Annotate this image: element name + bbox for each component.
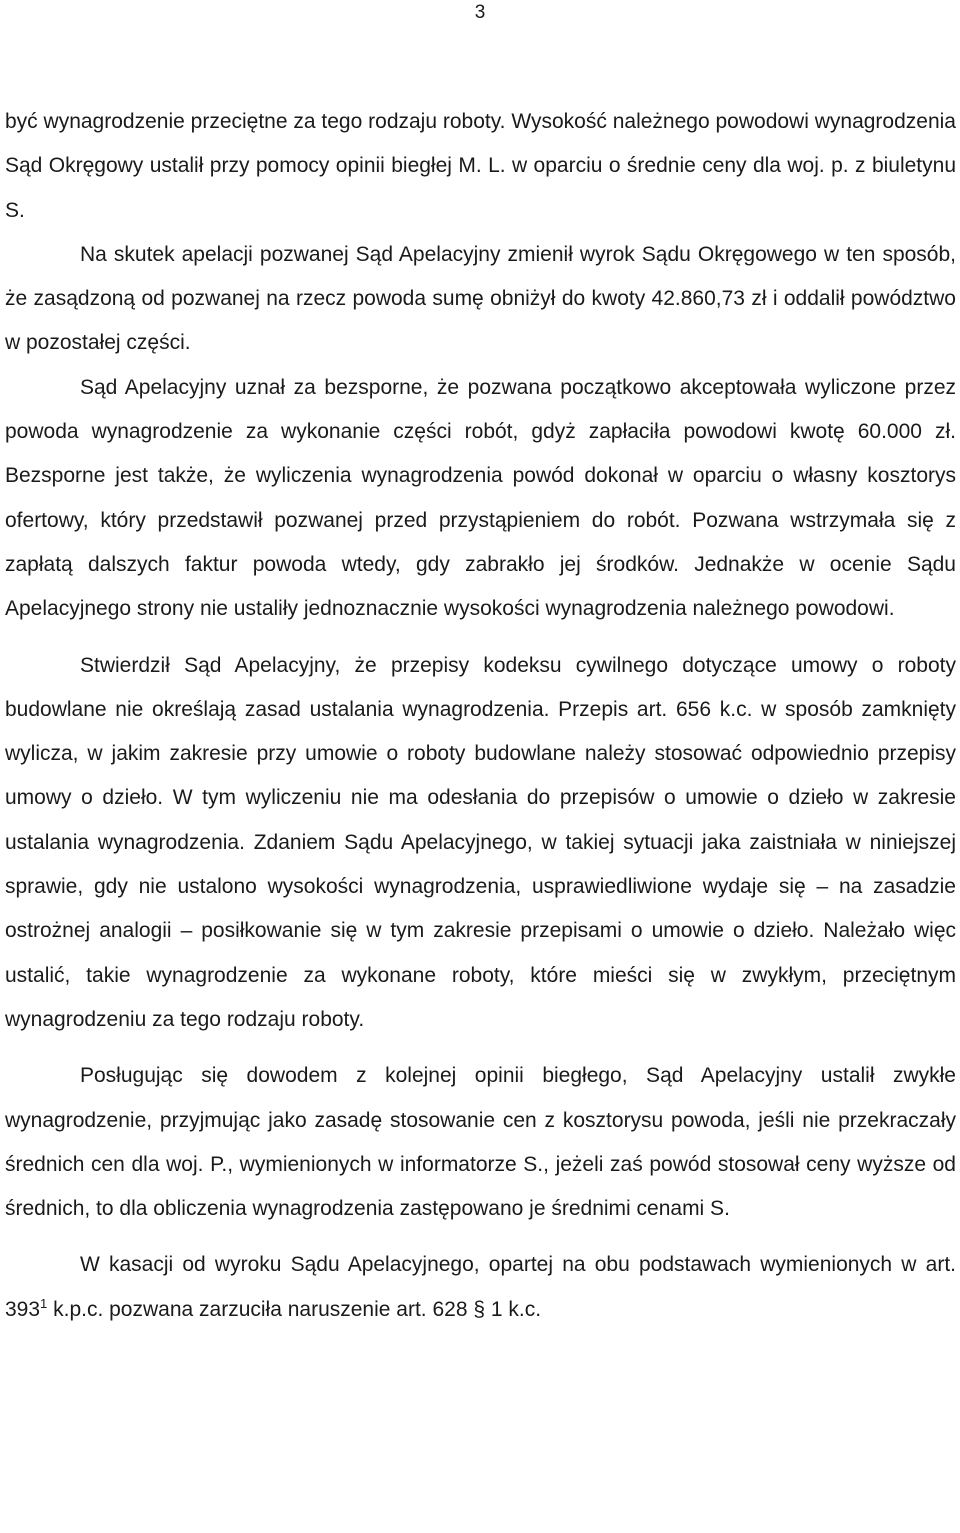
paragraph-6-text-before: W kasacji od wyroku Sądu Apelacyjnego, opartej na obu podstawach wymienionych w art. 393: [5, 1253, 956, 1321]
page-number: 3: [474, 2, 486, 23]
paragraph-1: być wynagrodzenie przeciętne za tego rodzaju roboty. Wysokość należnego powodowi wynagrodzenia Sąd Okręgowy ustalił przy pomocy opinii biegłej M. L. w oparciu o średnie ceny dla woj. p. z biuletynu S.: [5, 110, 956, 222]
paragraph-6-text-after: k.p.c. pozwana zarzuciła naruszenie art. 628 § 1 k.c.: [47, 1297, 542, 1321]
paragraph-5: Posługując się dowodem z kolejnej opinii biegłego, Sąd Apelacyjny ustalił zwykłe wynagrodzenie, przyjmując jako zasadę stosowanie cen z kosztorysu powoda, jeśli nie przekraczały średnich cen dla woj. P., wymienionych w informatorze S., jeżeli zaś powód stosował ceny wyższe od średnich, to dla obliczenia wynagrodzenia zastępowano je średnimi cenami S.: [5, 1064, 956, 1221]
paragraph-6: [5, 1243, 956, 1332]
paragraph-3: Sąd Apelacyjny uznał za bezsporne, że pozwana początkowo akceptowała wyliczone przez powoda wynagrodzenie za wykonanie części robót, gdyż zapłaciła powodowi kwotę 60.000 zł. Bezsporne jest także, że wyliczenia wynagrodzenia powód dokonał w oparciu o własny kosztorys ofertowy, który przedstawił pozwanej przed przystąpieniem do robót. Pozwana wstrzymała się z zapłatą dalszych faktur powoda wtedy, gdy zabrakło jej środków. Jednakże w ocenie Sądu Apelacyjnego strony nie ustaliły jednoznacznie wysokości wynagrodzenia należnego powodowi.: [5, 375, 956, 621]
article-superscript: 1: [40, 1295, 48, 1311]
document-body: [5, 100, 956, 1332]
paragraph-4: Stwierdził Sąd Apelacyjny, że przepisy kodeksu cywilnego dotyczące umowy o roboty budowlane nie określają zasad ustalania wynagrodzenia. Przepis art. 656 k.c. w sposób zamknięty wylicza, w jakim zakresie przy umowie o roboty budowlane należy stosować odpowiednio przepisy umowy o dzieło. W tym wyliczeniu nie ma odesłania do przepisów o umowie o dzieło w zakresie ustalania wynagrodzenia. Zdaniem Sądu Apelacyjnego, w takiej sytuacji jaka zaistniała w niniejszej sprawie, gdy nie ustalono wysokości wynagrodzenia, usprawiedliwione wydaje się – na zasadzie ostrożnej analogii – posiłkowanie się w tym zakresie przepisami o umowie o dzieło. Należało więc ustalić, takie wynagrodzenie za wykonane roboty, które mieści się w zwykłym, przeciętnym wynagrodzeniu za tego rodzaju roboty.: [5, 653, 956, 1031]
paragraph-2: Na skutek apelacji pozwanej Sąd Apelacyjny zmienił wyrok Sądu Okręgowego w ten sposób, że zasądzoną od pozwanej na rzecz powoda sumę obniżył do kwoty 42.860,73 zł i oddalił powództwo w pozostałej części.: [5, 242, 956, 355]
